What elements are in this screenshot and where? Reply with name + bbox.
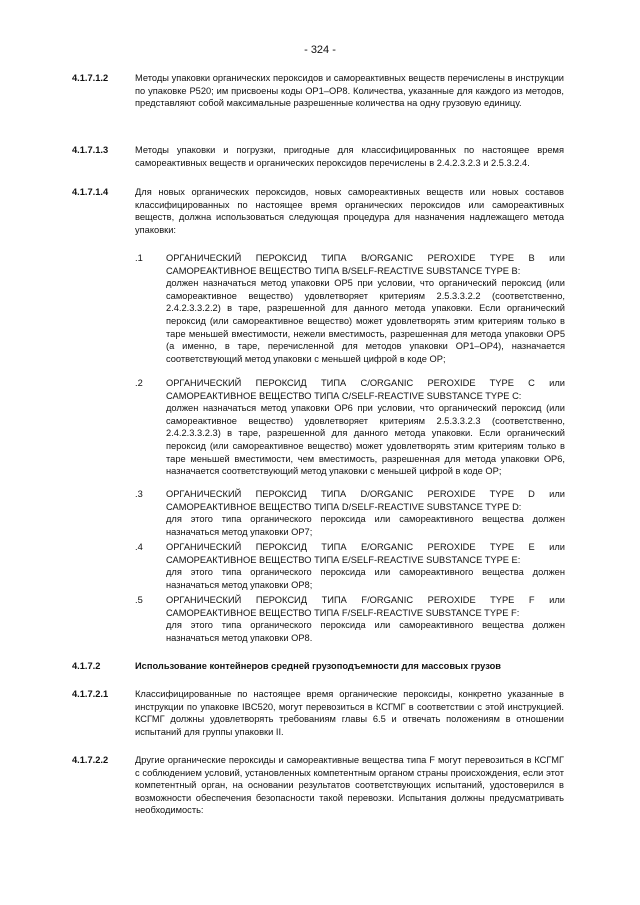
packing-method-list (135, 252, 565, 647)
section-number: 4.1.7.2.1 (72, 689, 109, 699)
section-text: Методы упаковки органических пероксидов и самореактивных веществ перечислены в инструкции по упаковке P520; им присвоены коды OP1–OP8. Количества, указанные для каждого из методов, представляют собой максимальные разрешенные количества на одну грузовую единицу. (135, 73, 564, 109)
section-4-1-7-1-3 (72, 144, 564, 169)
section-text: Классифицированные по настоящее время органические пероксиды, конкретно указанные в инструкции по упаковке IBC520, могут перевозиться в КСГМГ в соответствии с этой инструкцией. КСГМГ должны удовлетворять требованиям главы 6.5 и отвечать положениям в отношении испытаний для группы упаковки II. (135, 689, 564, 737)
item-heading: ОРГАНИЧЕСКИЙ ПЕРОКСИД ТИПА E/ORGANIC PEROXIDE TYPE E или САМОРЕАКТИВНОЕ ВЕЩЕСТВО ТИПА E/SELF-REACTIVE SUBSTANCE TYPE E: (166, 542, 565, 565)
section-text: Другие органические пероксиды и самореактивные вещества типа F могут перевозиться в КСГМГ с соблюдением условий, установленных компетентным органом страны происхождения, если этот компетентный орган, на основании результатов соответствующих испытаний, удостоверился в возможности обеспечения безопасности такой перевозки. Испытания должны предусматривать необходимость: (135, 755, 564, 816)
section-4-1-7-2-1 (72, 688, 564, 738)
page-number: - 324 - (304, 44, 336, 56)
item-text: должен назначаться метод упаковки OP6 при условии, что органический пероксид (или самореактивное вещество) удовлетворяет критериям 2.5.3.3.2.3 (соответственно, 2.4.2.3.3.2.3) в таре, разрешенной для данного метода упаковки. Если органический пероксид (или самореактивное вещество) может удовлетворять этим критериям только в таре меньшей вместимости, чем вместимость, разрешенная для метода упаковки OP6, назначается соответствующий метод упаковки с меньшей цифрой в коде OP; (166, 403, 565, 477)
item-heading: ОРГАНИЧЕСКИЙ ПЕРОКСИД ТИПА B/ORGANIC PEROXIDE TYPE B или САМОРЕАКТИВНОЕ ВЕЩЕСТВО ТИПА B/SELF-REACTIVE SUBSTANCE TYPE B: (166, 253, 565, 276)
section-heading: Использование контейнеров средней грузоподъемности для массовых грузов (135, 661, 501, 671)
item-text: для этого типа органического пероксида или самореактивного вещества должен назначаться метод упаковки OP7; (166, 514, 565, 537)
item-heading: ОРГАНИЧЕСКИЙ ПЕРОКСИД ТИПА D/ORGANIC PEROXIDE TYPE D или САМОРЕАКТИВНОЕ ВЕЩЕСТВО ТИПА D/SELF-REACTIVE SUBSTANCE TYPE D: (166, 489, 565, 512)
item-text: должен назначаться метод упаковки OP5 при условии, что органический пероксид (или самореактивное вещество) удовлетворяет критериям 2.5.3.3.2.2 (соответственно, 2.4.2.3.3.2.2) в таре, разрешенной для данного метода упаковки. Если органический пероксид (или самореактивное вещество) может удовлетворять этим критериям только в таре меньшей вместимости, нежели вместимость, разрешенная для метода упаковки OP5 (а именно, в таре, перечисленной для методов упаковки OP1–OP4), назначается соответствующий метод упаковки с меньшей цифрой в коде OP; (166, 278, 565, 364)
section-text: Для новых органических пероксидов, новых самореактивных веществ или новых составов классифицированных по настоящее время органических пероксидов или самореактивных веществ, должна использоваться следующая процедура для назначения надлежащего метода упаковки: (135, 187, 564, 235)
section-number: 4.1.7.2 (72, 661, 101, 671)
section-4-1-7-2-2 (72, 754, 564, 817)
section-4-1-7-1-4 (72, 186, 564, 236)
list-item (135, 488, 565, 541)
item-number: .3 (135, 489, 143, 499)
item-heading: ОРГАНИЧЕСКИЙ ПЕРОКСИД ТИПА C/ORGANIC PEROXIDE TYPE C или САМОРЕАКТИВНОЕ ВЕЩЕСТВО ТИПА C/SELF-REACTIVE SUBSTANCE TYPE C: (166, 378, 565, 401)
section-4-1-7-2 (72, 660, 564, 673)
section-number: 4.1.7.1.3 (72, 145, 109, 155)
item-text: для этого типа органического пероксида или самореактивного вещества должен назначаться метод упаковки OP8. (166, 620, 565, 643)
section-4-1-7-1-2 (72, 72, 564, 110)
item-number: .1 (135, 253, 143, 263)
section-text: Методы упаковки и погрузки, пригодные для классифицированных по настоящее время самореактивных веществ и органических пероксидов перечислены в 2.4.2.3.2.3 и 2.5.3.2.4. (135, 145, 564, 168)
list-item (135, 377, 565, 488)
item-number: .5 (135, 595, 143, 605)
list-item (135, 252, 565, 377)
list-item (135, 541, 565, 594)
item-text: для этого типа органического пероксида или самореактивного вещества должен назначаться метод упаковки OP8; (166, 567, 565, 590)
list-item (135, 594, 565, 647)
section-number: 4.1.7.2.2 (72, 755, 109, 765)
section-number: 4.1.7.1.4 (72, 187, 109, 197)
section-number: 4.1.7.1.2 (72, 73, 109, 83)
item-heading: ОРГАНИЧЕСКИЙ ПЕРОКСИД ТИПА F/ORGANIC PEROXIDE TYPE F или САМОРЕАКТИВНОЕ ВЕЩЕСТВО ТИПА F/SELF-REACTIVE SUBSTANCE TYPE F: (166, 595, 565, 618)
item-number: .2 (135, 378, 143, 388)
item-number: .4 (135, 542, 143, 552)
